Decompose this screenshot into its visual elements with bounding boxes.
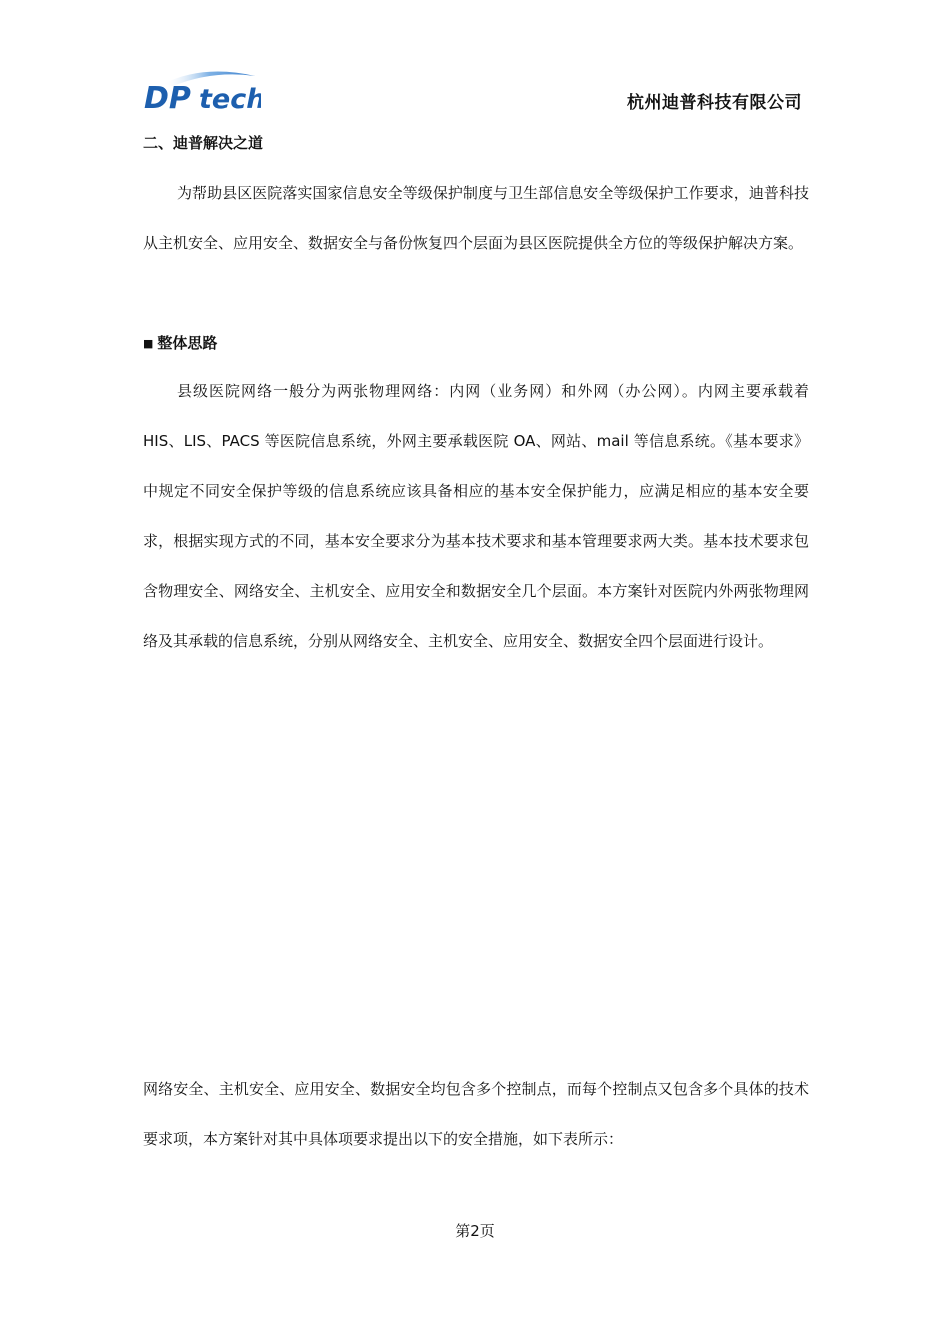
dptech-logo-graphic xyxy=(143,66,261,112)
svg-text:DP: DP xyxy=(144,81,191,112)
subheading-text: 整体思路 xyxy=(157,334,218,352)
intro-paragraph: 为帮助县区医院落实国家信息安全等级保护制度与卫生部信息安全等级保护工作要求，迪普科技从主机安全、应用安全、数据安全与备份恢复四个层面为县区医院提供全方位的等级保护解决方案。 xyxy=(143,184,809,252)
page-number: 第2页 xyxy=(455,1222,495,1240)
bullet-square-icon: ■ xyxy=(143,337,154,350)
dptech-logo xyxy=(143,66,261,112)
body-paragraph: 县级医院网络一般分为两张物理网络：内网（业务网）和外网（办公网）。内网主要承载着 HIS、LIS、PACS 等医院信息系统，外网主要承载医院 OA、网站、mail 等信息系统。《基本要求》中规定不同安全保护等级的信息系统应该具备相应的基本安全保护能力，应满足相应的基本安全要求，根据实现方式的不同，基本安全要求分为基本技术要求和基本管理要求两大类。基本技术要求包含物理安全、网络安全、主机安全、应用安全和数据安全几个层面。本方案针对医院内外两张物理网络及其承载的信息系统，分别从网络安全、主机安全、应用安全、数据安全四个层面进行设计。 xyxy=(143,382,809,650)
closing-paragraph: 网络安全、主机安全、应用安全、数据安全均包含多个控制点，而每个控制点又包含多个具体的技术要求项，本方案针对其中具体项要求提出以下的安全措施，如下表所示： xyxy=(143,1080,809,1148)
subheading xyxy=(143,332,217,353)
svg-text:tech: tech xyxy=(199,84,261,112)
section-title: 二、迪普解决之道 xyxy=(143,134,264,152)
company-name: 杭州迪普科技有限公司 xyxy=(627,93,802,113)
